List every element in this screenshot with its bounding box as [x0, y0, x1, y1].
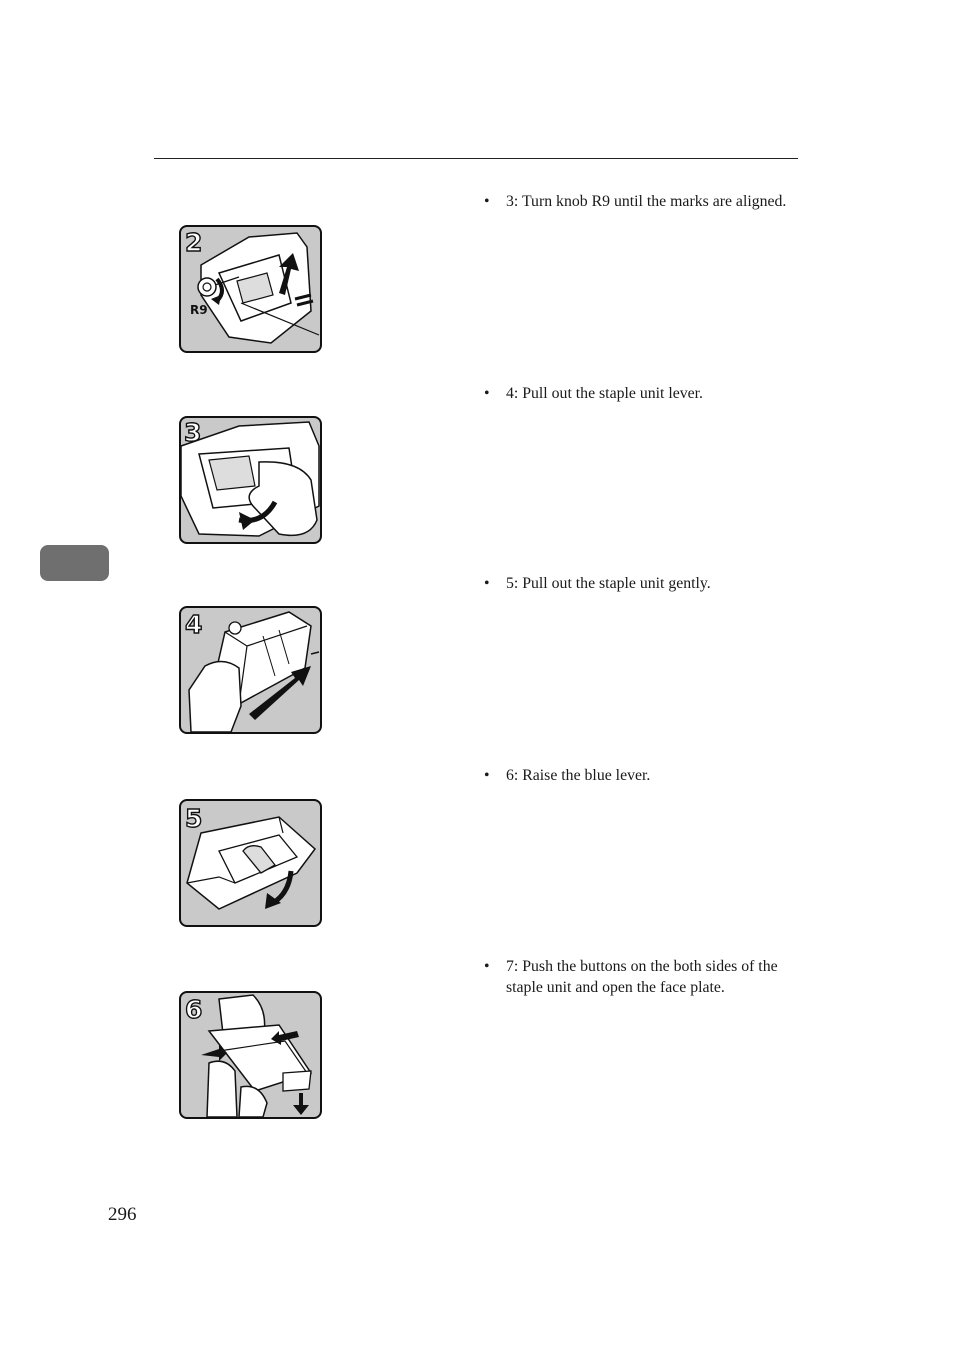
step-6-instruction	[484, 766, 798, 787]
figure-step-3	[179, 416, 322, 544]
figure-number: 2	[185, 228, 203, 257]
step-text: 5: Pull out the staple unit gently.	[506, 575, 711, 592]
staple-lever-illustration	[179, 416, 322, 544]
blue-lever-illustration	[179, 799, 322, 927]
chapter-tab	[40, 545, 109, 581]
bullet: •	[484, 193, 490, 210]
step-5-instruction	[484, 574, 798, 595]
step-text: 3: Turn knob R9 until the marks are aligned.	[506, 193, 787, 210]
figure-number: 4	[185, 610, 203, 639]
bullet: •	[484, 385, 490, 402]
knob-label: R9	[190, 303, 208, 317]
bullet: •	[484, 575, 490, 592]
figure-number: 3	[184, 418, 202, 447]
step-3-instruction	[484, 192, 798, 213]
figure-step-6	[179, 991, 322, 1119]
figure-number: 5	[185, 804, 203, 833]
staple-knob-illustration	[179, 225, 322, 353]
face-plate-illustration	[179, 991, 322, 1119]
step-text: 7: Push the buttons on the both sides of the staple unit and open the face plate.	[506, 958, 778, 996]
header-rule	[154, 158, 798, 159]
step-text: 4: Pull out the staple unit lever.	[506, 385, 703, 402]
bullet: •	[484, 958, 490, 975]
step-4-instruction	[484, 384, 798, 405]
figure-step-2	[179, 225, 322, 353]
step-text: 6: Raise the blue lever.	[506, 767, 651, 784]
figure-step-5	[179, 799, 322, 927]
figure-number: 6	[185, 995, 203, 1024]
figure-step-4	[179, 606, 322, 734]
step-7-instruction	[484, 957, 798, 998]
page-number: 296	[108, 1204, 137, 1225]
bullet: •	[484, 767, 490, 784]
staple-unit-pull-illustration	[179, 606, 322, 734]
